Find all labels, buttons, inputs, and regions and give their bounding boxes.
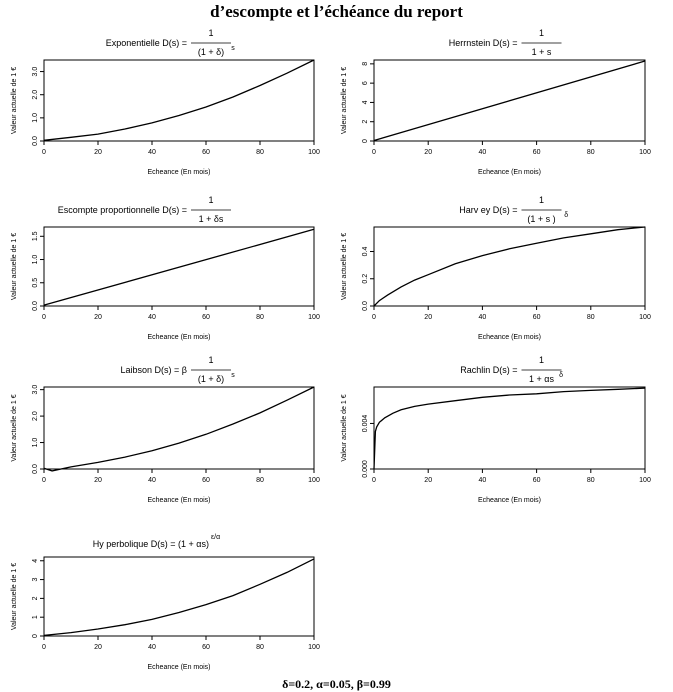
x-axis-label: Echeance (En mois) bbox=[147, 334, 211, 341]
y-tick-label: 1 bbox=[32, 615, 39, 620]
x-tick-label: 40 bbox=[148, 477, 156, 484]
series-line bbox=[44, 387, 314, 471]
x-tick-label: 0 bbox=[372, 314, 376, 321]
x-tick-label: 40 bbox=[148, 149, 156, 156]
y-tick-label: 4 bbox=[362, 100, 369, 105]
y-tick-label: 3 bbox=[32, 577, 39, 582]
y-axis-label: Valeur actuelle de 1 € bbox=[341, 394, 348, 462]
series-line bbox=[374, 61, 645, 141]
formula-numerator: 1 bbox=[538, 355, 545, 365]
x-tick-label: 80 bbox=[256, 314, 264, 321]
x-tick-label: 80 bbox=[586, 477, 595, 484]
series-line bbox=[44, 60, 314, 140]
y-tick-label: 2.0 bbox=[32, 411, 39, 421]
formula-exponent: s bbox=[231, 45, 235, 52]
x-tick-label: 100 bbox=[639, 314, 651, 321]
y-axis-label: Valeur actuelle de 1 € bbox=[11, 232, 18, 301]
y-tick-label: 0.5 bbox=[32, 277, 39, 288]
y-tick-label: 0.004 bbox=[362, 414, 369, 433]
formula-exponent: δ bbox=[564, 212, 569, 219]
y-tick-label: 0.2 bbox=[362, 273, 369, 284]
formula-prefix: Herrnstein D(s) = bbox=[448, 38, 518, 48]
y-tick-label: 0.0 bbox=[32, 301, 39, 311]
x-tick-label: 40 bbox=[478, 149, 487, 156]
x-tick-label: 60 bbox=[532, 314, 541, 321]
x-tick-label: 0 bbox=[372, 477, 376, 484]
y-tick-label: 8 bbox=[362, 61, 369, 66]
chart-panel-escompte-proportionnelle bbox=[11, 195, 320, 341]
x-tick-label: 100 bbox=[308, 644, 320, 651]
formula-prefix: Escompte proportionnelle D(s) = bbox=[57, 205, 187, 215]
formula-numerator: 1 bbox=[208, 28, 214, 38]
formula-denominator: (1 + δ) bbox=[197, 374, 225, 384]
formula-prefix: Laibson D(s) = β bbox=[120, 365, 187, 375]
x-tick-label: 0 bbox=[372, 149, 376, 156]
footer-note: δ=0.2, α=0.05, β=0.99 bbox=[282, 677, 391, 691]
x-tick-label: 60 bbox=[202, 477, 210, 484]
y-tick-label: 0.000 bbox=[362, 460, 369, 478]
plot-frame bbox=[44, 557, 314, 636]
x-tick-label: 20 bbox=[94, 149, 102, 156]
series-line bbox=[374, 388, 645, 469]
y-tick-label: 3.0 bbox=[32, 66, 39, 77]
formula-prefix: Exponentielle D(s) = bbox=[105, 38, 187, 48]
formula-denominator: 1 + δs bbox=[198, 214, 224, 224]
x-tick-label: 60 bbox=[532, 477, 541, 484]
series-line bbox=[374, 227, 645, 306]
x-tick-label: 100 bbox=[308, 149, 320, 156]
y-tick-label: 0.0 bbox=[362, 301, 369, 311]
y-tick-label: 0.4 bbox=[362, 246, 369, 257]
x-tick-label: 60 bbox=[202, 314, 210, 321]
formula-prefix: Rachlin D(s) = bbox=[460, 365, 518, 375]
series-line bbox=[44, 559, 314, 636]
formula-exponent: s bbox=[231, 372, 235, 379]
formula-numerator: 1 bbox=[208, 195, 214, 205]
y-tick-label: 1.0 bbox=[32, 112, 39, 123]
x-tick-label: 0 bbox=[42, 149, 46, 156]
x-tick-label: 80 bbox=[256, 644, 264, 651]
plot-frame bbox=[374, 227, 645, 306]
y-tick-label: 1.0 bbox=[32, 437, 39, 448]
formula-prefix: Hy perbolique D(s) = (1 + αs) bbox=[92, 539, 209, 549]
x-axis-label: Echeance (En mois) bbox=[477, 169, 542, 176]
x-tick-label: 20 bbox=[424, 477, 433, 484]
y-axis-label: Valeur actuelle de 1 € bbox=[341, 232, 348, 301]
plot-frame bbox=[44, 60, 314, 141]
formula-numerator: 1 bbox=[208, 355, 214, 365]
x-tick-label: 60 bbox=[202, 644, 210, 651]
x-tick-label: 40 bbox=[478, 314, 487, 321]
x-axis-label: Echeance (En mois) bbox=[477, 334, 542, 341]
formula-prefix: Harv ey D(s) = bbox=[459, 205, 518, 215]
x-tick-label: 20 bbox=[424, 149, 433, 156]
x-tick-label: 0 bbox=[42, 644, 46, 651]
series-line bbox=[44, 229, 314, 305]
x-tick-label: 0 bbox=[42, 314, 46, 321]
y-tick-label: 0 bbox=[362, 139, 369, 143]
formula-exponent: δ bbox=[559, 372, 564, 379]
x-tick-label: 80 bbox=[256, 477, 264, 484]
x-tick-label: 20 bbox=[94, 644, 102, 651]
y-tick-label: 2 bbox=[362, 119, 369, 124]
x-tick-label: 100 bbox=[639, 477, 651, 484]
chart-panel-hyperbolique bbox=[11, 534, 320, 671]
y-tick-label: 0.0 bbox=[32, 464, 39, 474]
x-axis-label: Echeance (En mois) bbox=[147, 497, 211, 504]
x-tick-label: 80 bbox=[256, 149, 264, 156]
chart-panel-rachlin bbox=[341, 355, 651, 504]
page-title: d’escompte et l’échéance du report bbox=[210, 2, 463, 21]
x-tick-label: 20 bbox=[424, 314, 433, 321]
formula-denominator: 1 + s bbox=[531, 47, 552, 57]
x-tick-label: 60 bbox=[202, 149, 210, 156]
y-tick-label: 1.5 bbox=[32, 231, 39, 242]
y-axis-label: Valeur actuelle de 1 € bbox=[341, 66, 348, 135]
formula-exponent: ε/α bbox=[211, 534, 221, 541]
x-tick-label: 60 bbox=[532, 149, 541, 156]
y-tick-label: 6 bbox=[362, 81, 369, 86]
y-tick-label: 2 bbox=[32, 596, 39, 601]
x-axis-label: Echeance (En mois) bbox=[147, 169, 211, 176]
chart-panel-exponentielle bbox=[11, 28, 320, 176]
chart-panel-harvey bbox=[341, 195, 651, 341]
y-tick-label: 2.0 bbox=[32, 89, 39, 100]
chart-panel-laibson bbox=[11, 355, 320, 504]
plot-frame bbox=[374, 387, 645, 469]
x-tick-label: 80 bbox=[586, 149, 595, 156]
x-tick-label: 0 bbox=[42, 477, 46, 484]
y-tick-label: 3.0 bbox=[32, 384, 39, 395]
y-axis-label: Valeur actuelle de 1 € bbox=[11, 562, 18, 631]
x-tick-label: 40 bbox=[148, 644, 156, 651]
y-tick-label: 1.0 bbox=[32, 254, 39, 265]
y-axis-label: Valeur actuelle de 1 € bbox=[11, 394, 18, 462]
plot-frame bbox=[44, 387, 314, 469]
chart-panel-herrnstein bbox=[341, 28, 651, 176]
x-axis-label: Echeance (En mois) bbox=[477, 497, 542, 504]
y-axis-label: Valeur actuelle de 1 € bbox=[11, 66, 18, 135]
y-tick-label: 4 bbox=[32, 558, 39, 563]
formula-numerator: 1 bbox=[538, 28, 545, 38]
x-tick-label: 40 bbox=[148, 314, 156, 321]
formula-denominator: (1 + s ) bbox=[527, 214, 556, 224]
x-tick-label: 80 bbox=[586, 314, 595, 321]
formula-denominator: (1 + δ) bbox=[197, 47, 225, 57]
formula-numerator: 1 bbox=[538, 195, 545, 205]
x-tick-label: 40 bbox=[478, 477, 487, 484]
x-tick-label: 100 bbox=[308, 314, 320, 321]
x-tick-label: 20 bbox=[94, 477, 102, 484]
formula-denominator: 1 + αs bbox=[529, 374, 554, 384]
x-tick-label: 100 bbox=[308, 477, 320, 484]
x-tick-label: 20 bbox=[94, 314, 102, 321]
y-tick-label: 0 bbox=[32, 634, 39, 638]
y-tick-label: 0.0 bbox=[32, 136, 39, 146]
x-tick-label: 100 bbox=[639, 149, 651, 156]
x-axis-label: Echeance (En mois) bbox=[147, 664, 211, 671]
